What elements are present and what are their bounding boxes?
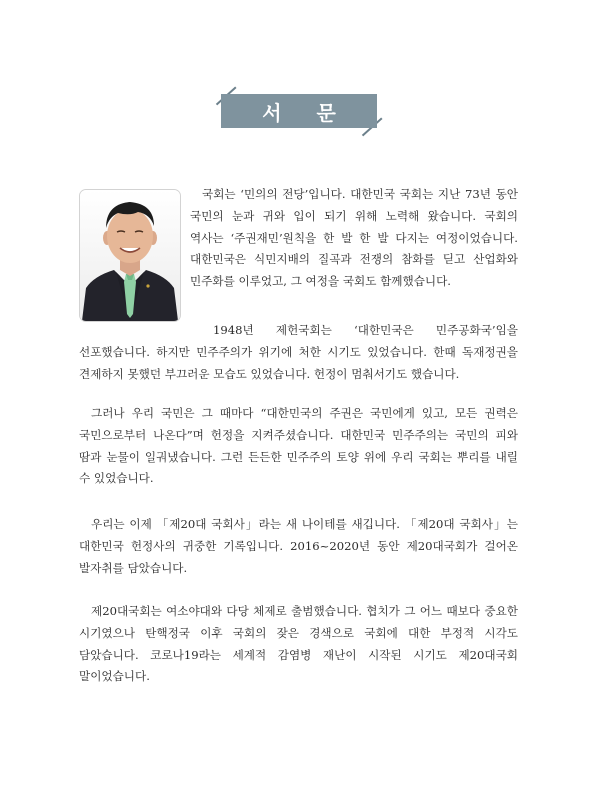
body-paragraph-20th-assembly: 제20대국회는 여소야대와 다당 체제로 출범했습니다. 협치가 그 어느 때보다 중요한 시기였으나 탄핵정국 이후 국회의 잦은 경색으로 국회에 대한 부정적 시각도 담았습니다. 코로나19라는 세계적 감염병 재난이 시작된 시기도 제20대국회 말이었습니다. <box>79 604 518 684</box>
title-banner <box>213 86 385 136</box>
intro-paragraph: 국회는 ‘민의의 전당’입니다. 대한민국 국회는 지난 73년 동안 국민의 눈과 귀와 입이 되기 위해 노력해 왔습니다. 국회의 역사는 ‘주권재민’원칙을 한 발 한 발 다지는 여정이었습니다. 대한민국은 식민지배의 질곡과 전쟁의 참화를 딛고 산업화와 민주화를 이루었고, 그 여정을 국회도 함께했습니다. <box>190 187 518 289</box>
portrait-illustration <box>80 190 180 321</box>
body-paragraph-citizens: 그러나 우리 국민은 그 때마다 “대한민국의 주권은 국민에게 있고, 모든 권력은 국민으로부터 나온다”며 헌정을 지켜주셨습니다. 대한민국 민주주의는 국민의 피와 땀과 눈물이 일궈냈습니다. 그런 든든한 민주주의 토양 위에 우리 국회는 뿌리를 내릴 수 있었습니다. <box>79 406 518 486</box>
body-paragraph-founding: 1948년 제헌국회는 ‘대한민국은 민주공화국’임을 선포했습니다. 하지만 민주주의가 위기에 처한 시기도 있었습니다. 한때 독재정권을 견제하지 못했던 부끄러운 모습도 있었습니다. 헌정이 멈춰서기도 했습니다. <box>79 323 518 381</box>
page-title: 서 문 <box>221 94 377 128</box>
author-portrait <box>79 189 181 322</box>
body-paragraph-history-book: 우리는 이제 「제20대 국회사」라는 새 나이테를 새깁니다. 「제20대 국회사」는 대한민국 헌정사의 귀중한 기록입니다. 2016~2020년 동안 제20대국회가 걸어온 발자취를 담았습니다. <box>79 517 518 575</box>
